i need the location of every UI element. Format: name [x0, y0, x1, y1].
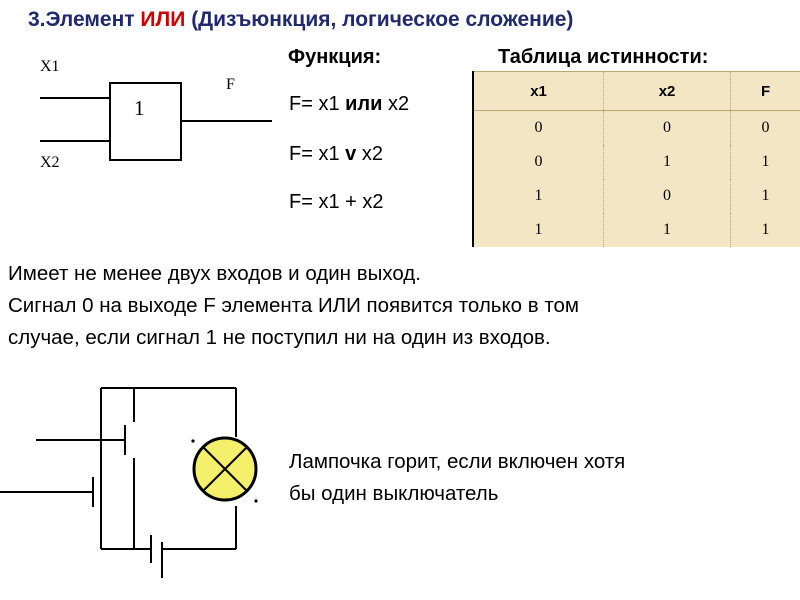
formula-prefix: F= x1	[289, 191, 346, 213]
formula-prefix: F= x1	[289, 143, 346, 165]
gate-input-2-label: X2	[40, 154, 60, 171]
description-line: Сигнал 0 на выходе F элемента ИЛИ появится только в том	[8, 294, 579, 317]
formula-suffix: x2	[356, 143, 383, 165]
table-cell: 1	[731, 179, 800, 213]
lamp-caption-line: бы один выключатель	[289, 482, 499, 505]
table-row	[473, 213, 800, 247]
table-cell: 1	[731, 213, 800, 247]
table-row	[473, 145, 800, 179]
truth-table	[472, 71, 800, 247]
gate-symbol: 1	[134, 96, 145, 120]
table-row	[473, 111, 800, 146]
truth-table-heading: Таблица истинности:	[498, 46, 709, 68]
table-header-row	[473, 72, 800, 111]
column-header-x1: x1	[473, 72, 604, 111]
formula-operator: или	[345, 93, 383, 115]
gate-box	[110, 83, 181, 160]
formula-suffix: x2	[356, 191, 384, 213]
parallel-switch-circuit	[0, 388, 256, 578]
title-prefix: 3.Элемент	[28, 8, 141, 31]
gate-input-1-label: X1	[40, 58, 60, 75]
lamp-caption-line: Лампочка горит, если включен хотя	[289, 450, 626, 473]
description-line: случае, если сигнал 1 не поступил ни на один из входов.	[8, 326, 551, 349]
terminal-dot	[254, 499, 257, 502]
lamp-caption	[289, 446, 625, 510]
column-header-x2: x2	[604, 72, 731, 111]
table-cell: 1	[604, 213, 731, 247]
table-cell: 0	[731, 111, 800, 146]
table-cell: 0	[534, 153, 543, 170]
or-gate-diagram	[40, 83, 272, 160]
formula-prefix: F= x1	[289, 93, 346, 115]
formula-or-word	[289, 93, 409, 116]
table-cell: 1	[534, 221, 543, 238]
formula-or-plus	[289, 191, 384, 214]
table-cell: 1	[604, 145, 731, 179]
gate-output-label: F	[226, 76, 235, 93]
lamp-icon	[194, 438, 256, 500]
switch-icon	[0, 477, 93, 507]
title-suffix: (Дизъюнкция, логическое сложение)	[185, 8, 574, 31]
table-cell: 0	[534, 119, 543, 136]
table-cell: 1	[731, 145, 800, 179]
table-row	[473, 179, 800, 213]
battery-icon	[151, 535, 162, 578]
formula-or-v	[289, 143, 383, 166]
formula-operator: v	[345, 143, 357, 165]
description-line: Имеет не менее двух входов и один выход.	[8, 262, 421, 285]
title-accent: ИЛИ	[140, 8, 186, 31]
description-paragraph	[8, 258, 579, 354]
table-cell: 0	[604, 111, 731, 146]
formula-operator: +	[345, 191, 357, 213]
column-header-f: F	[731, 72, 800, 111]
terminal-dot	[191, 439, 194, 442]
table-cell: 0	[604, 179, 731, 213]
switch-icon	[36, 425, 125, 455]
formula-suffix: x2	[382, 93, 410, 115]
table-cell: 1	[534, 187, 543, 204]
function-heading: Функция:	[288, 46, 382, 68]
